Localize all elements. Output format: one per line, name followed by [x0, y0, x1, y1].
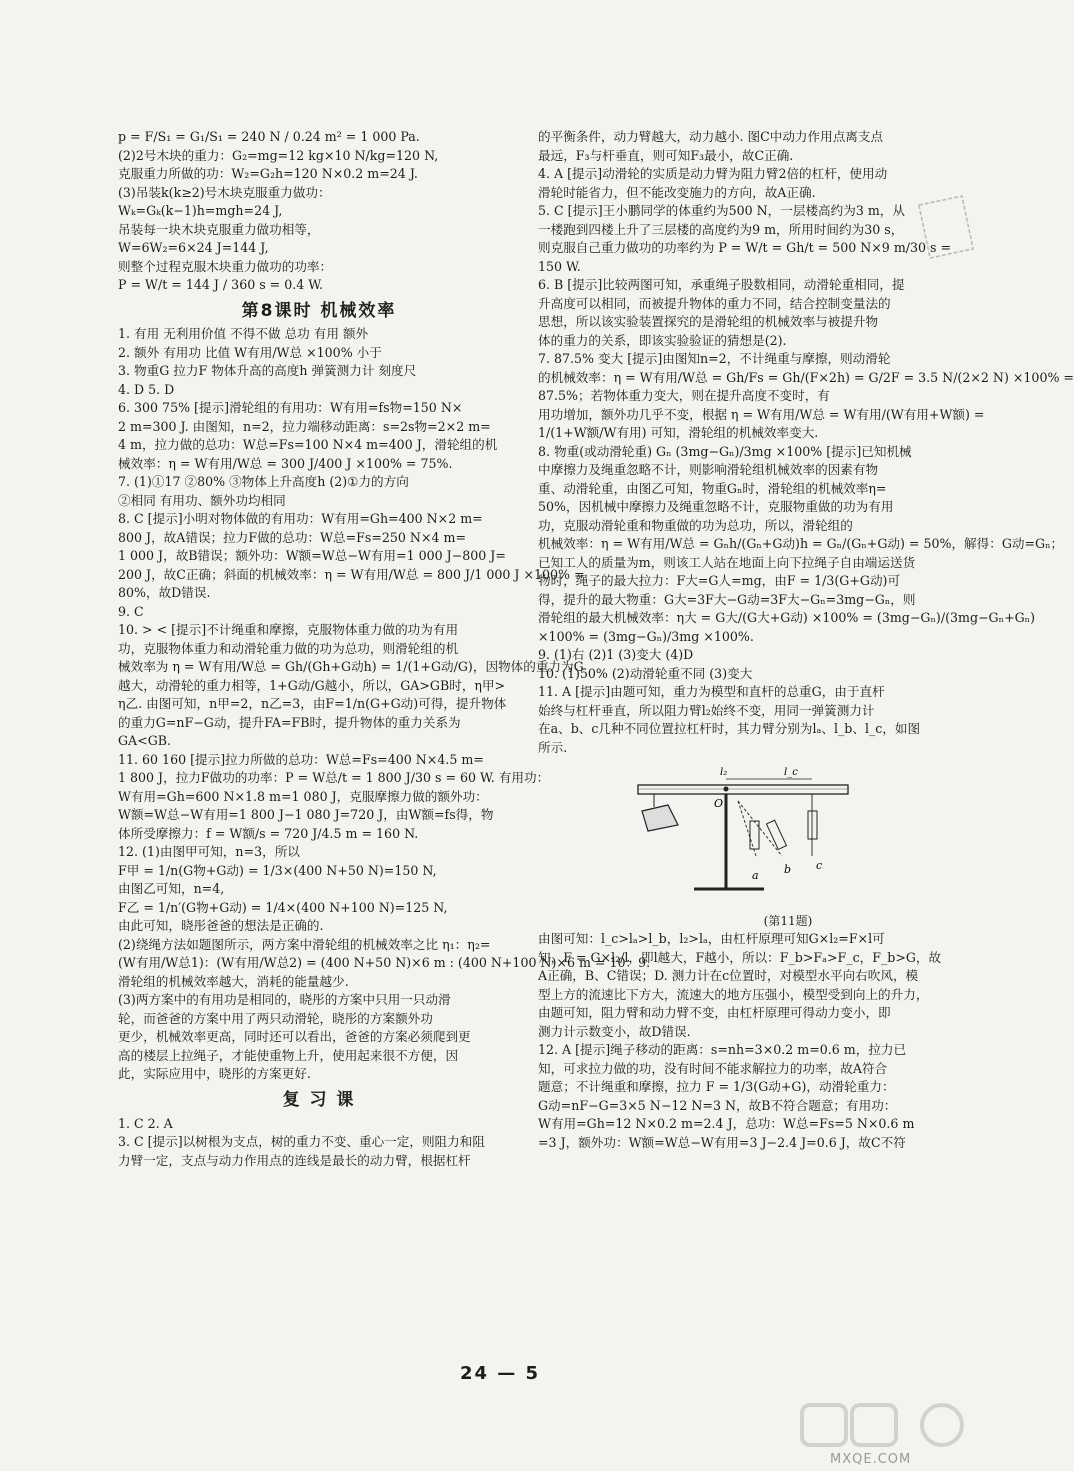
- right-b-line: 测力计示数变小，故D错误.: [538, 1023, 691, 1039]
- left-b-line: 200 J，故C正确；斜面的机械效率：η = W有用/W总 = 800 J/1 000 J ×100% =: [118, 566, 585, 582]
- figure-lever-model: [634, 761, 942, 930]
- right-a-line: 50%，因机械中摩擦力及绳重忽略不计，克服物重做的功为有用: [538, 499, 894, 514]
- left-b-line: 功，克服物体重力和动滑轮重力做的功为总功，则滑轮组的机: [118, 640, 459, 656]
- label-pivot-O: O: [714, 797, 724, 810]
- left-b-line: 械效率为 η = W有用/W总 = Gh/(Gh+G动h) = 1/(1+G动/G)，因物体的重力为G: [118, 659, 584, 675]
- right-a-line: 11. A [提示]由题可知，重力为模型和直杆的总重G，由于直杆: [538, 684, 885, 699]
- right-a-line: 6. B [提示]比较两图可知，承重绳子股数相同，动滑轮重相同，提: [538, 277, 905, 292]
- spring-scale-b-line: [738, 801, 782, 856]
- right-block-a: [538, 128, 1074, 757]
- right-b-line: 型上方的流速比下方大，流速大的地方压强小，模型受到向上的升力，: [538, 986, 929, 1002]
- right-a-line: 8. 物重(或动滑轮重) Gₙ (3mg−Gₙ)/3mg ×100% [提示]已知机械: [538, 443, 912, 459]
- left-b-line: 7. (1)①17 ②80% ③物体上升高度h (2)①力的方向: [118, 474, 409, 490]
- left-b-line: 11. 60 160 [提示]拉力所做的总功：W总=Fs=400 N×4.5 m=: [118, 751, 484, 767]
- left-b-line: 4. D 5. D: [118, 381, 175, 397]
- right-a-line: 已知工人的质量为m，则该工人站在地面上向下拉绳子自由端运送货: [538, 554, 916, 570]
- right-a-line: 滑轮组的最大机械效率：η大 = G大/(G大+G动) ×100% = (3mg−Gₙ)/(3mg−Gₙ+Gₙ): [538, 610, 1036, 625]
- right-a-line: 一楼跑到四楼上升了三层楼的高度约为9 m，所用时间约为30 s，: [538, 221, 904, 237]
- left-b-line: 12. (1)由图甲可知，n=3，所以: [118, 844, 300, 860]
- label-b: b: [784, 863, 792, 876]
- left-b-line: 1 800 J，拉力F做功的功率：P = W总/t = 1 800 J/30 s = 60 W. 有用功：: [118, 770, 550, 786]
- right-b-line: G动=nF−G=3×5 N−12 N=3 N，故B不符合题意；有用功：: [538, 1097, 897, 1113]
- lever-bar: [638, 785, 848, 794]
- left-c-line: 力臂一定，支点与动力作用点的连线是最长的动力臂，根据杠杆: [118, 1152, 471, 1168]
- right-b-line: 知，F = G×l₂/l，即l越大，F越小，所以：F_b>Fₐ>F_c，F_b>G，故: [538, 949, 942, 965]
- left-b-line: 此，实际应用中，晓彤的方案更好.: [118, 1066, 311, 1082]
- left-b-line: η乙. 由图可知，n甲=2，n乙=3，由F=1/n(G+G动)可得，提升物体: [118, 696, 507, 712]
- right-a-line: ×100% = (3mg−Gₙ)/3mg ×100%.: [538, 628, 754, 644]
- right-b-line: W有用=Gh=12 N×0.2 m=2.4 J，总功：W总=Fs=5 N×0.6 m: [538, 1116, 915, 1132]
- right-a-line: 150 W.: [538, 258, 581, 274]
- left-b-line: (3)两方案中的有用功是相同的，晓彤的方案中只用一只动滑: [118, 992, 451, 1008]
- left-b-line: 1 000 J，故B错误；额外功：W额=W总−W有用=1 000 J−800 J=: [118, 548, 506, 564]
- right-a-line: 最远，F₃与杆垂直，则可知F₃最小，故C正确.: [538, 147, 794, 163]
- left-a-line: 则整个过程克服木块重力做功的功率：: [118, 258, 333, 274]
- watermark-text: MXQE.COM: [830, 1452, 912, 1467]
- right-a-line: 思想，所以该实验装置探究的是滑轮组的机械效率与被提升物: [538, 314, 879, 329]
- left-b-line: 2. 额外 有用功 比值 W有用/W总 ×100% 小于: [118, 344, 382, 360]
- left-c-line: 1. C 2. A: [118, 1115, 173, 1131]
- right-a-line: 1/(1+W额/W有用) 可知，滑轮组的机械效率变大.: [538, 425, 819, 440]
- spring-scale-b: [766, 820, 786, 849]
- left-a-line: P = W/t = 144 J / 360 s = 0.4 W.: [118, 277, 324, 292]
- left-block-c: [118, 1115, 520, 1171]
- left-a-line: W=6W₂=6×24 J=144 J,: [118, 240, 269, 255]
- left-c-line: 3. C [提示]以树根为支点，树的重力不变、重心一定，则阻力和阻: [118, 1134, 485, 1150]
- left-a-line: 吊装每一块木块克服重力做功相等，: [118, 221, 320, 237]
- scan-stamp-icon: [920, 196, 972, 258]
- right-a-line: 滑轮时能省力，但不能改变施力的方向，故A正确.: [538, 184, 816, 200]
- left-a-line: (3)吊装k(k≥2)号木块克服重力做功：: [118, 184, 331, 200]
- spring-scale-a-line: [738, 801, 756, 856]
- right-a-line: 在a、b、c几种不同位置拉杠杆时，其力臂分别为lₐ、l_b、l_c，如图: [538, 721, 921, 736]
- right-b-line: 由图可知：l_c>lₐ>l_b，l₂>lₐ，由杠杆原理可知G×l₂=F×l可: [538, 931, 885, 947]
- right-a-line: 5. C [提示]王小鹏同学的体重约为500 N，一层楼高约为3 m，从: [538, 203, 905, 218]
- left-b-line: 2 m=300 J. 由图知，n=2，拉力端移动距离：s=2s物=2×2 m=: [118, 418, 491, 434]
- left-b-line: 由此可知，晓彤爸爸的想法是正确的.: [118, 918, 324, 934]
- left-b-line: 械效率：η = W有用/W总 = 300 J/400 J ×100% = 75%.: [118, 455, 453, 471]
- left-a-line: (2)2号木块的重力：G₂=mg=12 kg×10 N/kg=120 N,: [118, 147, 439, 163]
- right-a-line: 则克服自己重力做功的功率约为 P = W/t = Gh/t = 500 N×9 m/30 s =: [538, 240, 952, 255]
- left-b-line: 9. C: [118, 603, 144, 619]
- right-a-line: 87.5%；若物体重力变大，则在提升高度不变时，有: [538, 388, 830, 403]
- right-block-b: [538, 930, 942, 1152]
- right-b-line: A正确，B、C错误；D. 测力计在c位置时，对模型水平向右吹风，模: [538, 968, 919, 984]
- right-a-line: 功，克服动滑轮重和物重做的功为总功，所以，滑轮组的: [538, 517, 853, 533]
- right-b-line: =3 J，额外功：W额=W总−W有用=3 J−2.4 J=0.6 J，故C不符: [538, 1134, 906, 1150]
- left-b-line: 体所受摩擦力：f = W额/s = 720 J/4.5 m = 160 N.: [118, 825, 419, 841]
- left-b-line: 3. 物重G 拉力F 物体升高的高度h 弹簧测力计 刻度尺: [118, 363, 417, 379]
- left-b-line: 4 m，拉力做的总功：W总=Fs=100 N×4 m=400 J，滑轮组的机: [118, 437, 498, 453]
- left-block-a: [118, 128, 520, 295]
- left-b-line: 6. 300 75% [提示]滑轮组的有用功：W有用=fs物=150 N×: [118, 400, 463, 416]
- right-a-line: 始终与杠杆垂直，所以阻力臂l₂始终不变，用同一弹簧测力计: [538, 702, 875, 718]
- left-b-line: (2)绕绳方法如题图所示，两方案中滑轮组的机械效率之比 η₁：η₂=: [118, 936, 491, 952]
- right-a-line: 机械效率：η = W有用/W总 = Gₙh/(Gₙ+G动)h = Gₙ/(Gₙ+G动) = 50%，解得：G动=Gₙ；: [538, 536, 1064, 551]
- page-number: 24 — 5: [459, 1363, 541, 1384]
- right-a-line: 10. (1)50% (2)动滑轮重不同 (3)变大: [538, 665, 753, 681]
- left-b-line: 高的楼层上拉绳子，才能使重物上升，使用起来很不方便，因: [118, 1047, 459, 1063]
- left-b-line: 由图乙可知，n=4,: [118, 881, 225, 897]
- right-b-line: 由题可知，阻力臂和动力臂不变，由杠杆原理可得动力变小，即: [538, 1005, 891, 1021]
- right-b-line: 12. A [提示]绳子移动的距离：s=nh=3×0.2 m=0.6 m，拉力已: [538, 1042, 907, 1058]
- right-a-line: 重、动滑轮重，由图乙可知，物重Gₙ时，滑轮组的机械效率η=: [538, 480, 887, 496]
- left-a-line: 克服重力所做的功：W₂=G₂h=120 N×0.2 m=24 J.: [118, 166, 418, 181]
- label-c: c: [816, 859, 823, 872]
- left-b-line: 轮，而爸爸的方案中用了两只动滑轮，晓彤的方案额外功: [118, 1010, 433, 1026]
- right-a-line: 体的重力的关系，即该实验验证的猜想是(2).: [538, 332, 787, 348]
- right-b-line: 知，可求拉力做的功，没有时间不能求解拉力的功率，故A符合: [538, 1060, 888, 1076]
- left-b-line: 滑轮组的机械效率越大，消耗的能量越少.: [118, 973, 349, 989]
- left-b-line: F乙 = 1/n′(G物+G动) = 1/4×(400 N+100 N)=125 N,: [118, 899, 448, 915]
- right-a-line: 升高度可以相同，而被提升物体的重力不同，结合控制变量法的: [538, 295, 891, 311]
- left-b-line: F甲 = 1/n(G物+G动) = 1/3×(400 N+50 N)=150 N,: [118, 862, 437, 878]
- right-a-line: 的平衡条件，动力臂越大，动力越小. 图C中动力作用点离支点: [538, 129, 884, 144]
- left-b-line: GA<GB.: [118, 733, 172, 749]
- left-b-line: 越大，动滑轮的重力相等，1+G动/G越小，所以，GA>GB时，η甲>: [118, 677, 506, 693]
- right-a-line: 物时，绳子的最大拉力：F大=G人=mg，由F = 1/3(G+G动)可: [538, 573, 901, 588]
- left-b-line: ②相同 有用功、额外功均相同: [118, 492, 286, 508]
- right-a-line: 的机械效率：η = W有用/W总 = Gh/Fs = Gh/(F×2h) = G/2F = 3.5 N/(2×2 N) ×100% =: [538, 369, 1074, 385]
- right-a-line: 用功增加，额外功几乎不变，根据 η = W有用/W总 = W有用/(W有用+W额) =: [538, 406, 985, 422]
- left-a-line: Wₖ=Gₖ(k−1)h=mgh=24 J,: [118, 203, 283, 218]
- left-b-line: 8. C [提示]小明对物体做的有用功：W有用=Gh=400 N×2 m=: [118, 511, 483, 527]
- left-b-line: 1. 有用 无利用价值 不得不做 总功 有用 额外: [118, 326, 369, 342]
- left-b-line: W额=W总−W有用=1 800 J−1 080 J=720 J，由W额=fs得，物: [118, 807, 494, 823]
- left-b-line: 10. > < [提示]不计绳重和摩擦，克服物体重力做的功为有用: [118, 622, 459, 638]
- left-b-line: 800 J，故A错误；拉力F做的总功：W总=Fs=250 N×4 m=: [118, 529, 467, 545]
- left-b-line: 的重力G=nF−G动，提升FA=FB时，提升物体的重力关系为: [118, 714, 461, 730]
- left-b-line: 80%，故D错误.: [118, 585, 211, 601]
- figure-caption: (第11题): [763, 913, 813, 928]
- left-b-line: W有用=Gh=600 N×1.8 m=1 080 J，克服摩擦力做的额外功：: [118, 788, 488, 804]
- left-b-line: 更少，机械效率更高，同时还可以看出，爸爸的方案必须爬到更: [118, 1029, 471, 1045]
- label-a: a: [752, 869, 759, 882]
- airplane-model: [642, 805, 678, 831]
- right-column: [538, 128, 1074, 1152]
- label-lc: l_c: [784, 767, 798, 778]
- left-b-line: (W有用/W总1)：(W有用/W总2) = (400 N+50 N)×6 m : (400 N+100 N)×6 m = 10：9.: [118, 955, 651, 971]
- right-a-line: 7. 87.5% 变大 [提示]由图知n=2，不计绳重与摩擦，则动滑轮: [538, 351, 891, 366]
- right-a-line: 中摩擦力及绳重忽略不计，则影响滑轮组机械效率的因素有物: [538, 462, 879, 477]
- right-a-line: 得，提升的最大物重：G大=3F大−G动=3F大−Gₙ=3mg−Gₙ，则: [538, 591, 916, 607]
- section-title-review: 复 习 课: [282, 1089, 356, 1110]
- lever-diagram: [634, 761, 854, 909]
- section-title-mechanical-efficiency: 第8课时 机械效率: [241, 300, 397, 321]
- right-a-line: 4. A [提示]动滑轮的实质是动力臂为阻力臂2倍的杠杆，使用动: [538, 166, 888, 181]
- right-a-line: 9. (1)右 (2)1 (3)变大 (4)D: [538, 647, 694, 662]
- left-a-line: p = F/S₁ = G₁/S₁ = 240 N / 0.24 m² = 1 000 Pa.: [118, 129, 420, 144]
- pivot-point: [724, 787, 729, 792]
- label-l2: l₂: [720, 767, 728, 778]
- right-a-line: 所示.: [538, 739, 568, 755]
- right-b-line: 题意；不计绳重和摩擦，拉力 F = 1/3(G动+G)，动滑轮重力：: [538, 1079, 895, 1095]
